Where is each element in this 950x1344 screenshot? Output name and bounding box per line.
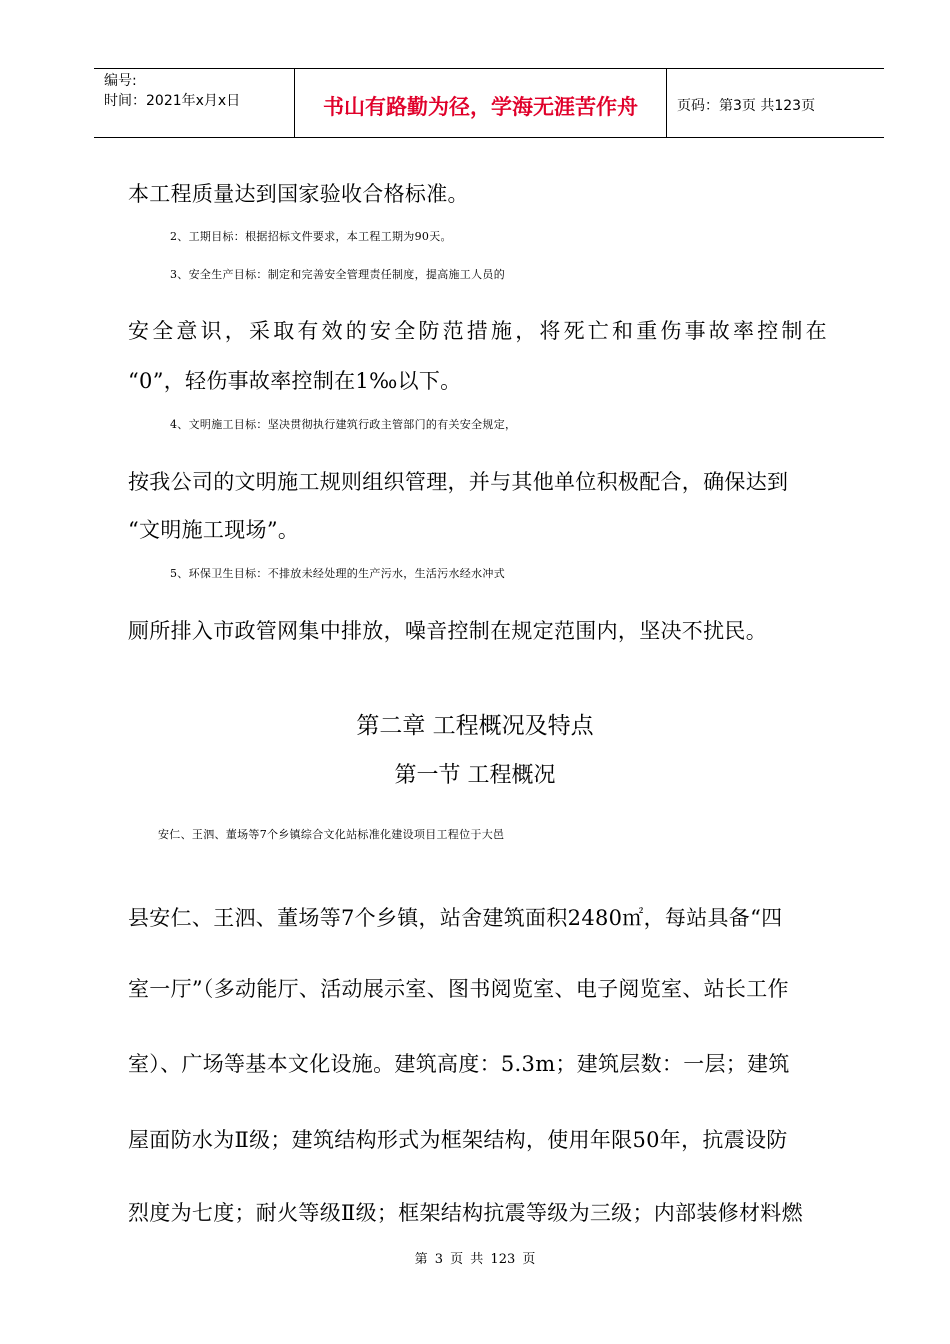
text-line: 室一厅”（多动能厅、活动展示室、图书阅览室、电子阅览室、站长工作 bbox=[128, 977, 789, 1001]
text-line: “文明施工现场”。 bbox=[128, 518, 300, 542]
page-code: 页码：第3页 共123页 bbox=[677, 98, 816, 114]
text-line: 屋面防水为Ⅱ级；建筑结构形式为框架结构，使用年限50年，抗震设防 bbox=[128, 1128, 788, 1152]
text-line: 安全意识，采取有效的安全防范措施，将死亡和重伤事故率控制在 bbox=[128, 319, 830, 343]
text-line: 县安仁、王泗、董场等7个乡镇，站舍建筑面积2480㎡，每站具备“四 bbox=[128, 906, 783, 930]
text-line: 按我公司的文明施工规则组织管理，并与其他单位积极配合，确保达到 bbox=[128, 470, 789, 494]
section-title: 第一节 工程概况 bbox=[394, 763, 556, 788]
text-line: 安仁、王泗、董场等7个乡镇综合文化站标准化建设项目工程位于大邑 bbox=[158, 828, 505, 841]
text-line: 室）、广场等基本文化设施。建筑高度：5.3m；建筑层数：一层；建筑 bbox=[128, 1052, 790, 1076]
code-label: 编号: bbox=[104, 73, 137, 89]
time-label: 时间：2021年x月x日 bbox=[104, 93, 241, 109]
header-page-cell bbox=[667, 69, 884, 137]
text-line: 厕所排入市政管网集中排放，噪音控制在规定范围内，坚决不扰民。 bbox=[128, 619, 767, 643]
text-line: 3、安全生产目标：制定和完善安全管理责任制度，提高施工人员的 bbox=[170, 268, 505, 281]
motto-text: 书山有路勤为径，学海无涯苦作舟 bbox=[323, 95, 638, 119]
text-line: 2、工期目标：根据招标文件要求，本工程工期为90天。 bbox=[170, 230, 452, 243]
text-line: 本工程质量达到国家验收合格标准。 bbox=[128, 182, 469, 206]
text-line: 烈度为七度；耐火等级Ⅱ级；框架结构抗震等级为三级；内部装修材料燃 bbox=[128, 1201, 803, 1225]
page-header bbox=[94, 68, 884, 138]
text-line: 4、文明施工目标：坚决贯彻执行建筑行政主管部门的有关安全规定， bbox=[170, 418, 517, 431]
text-line: 5、环保卫生目标：不排放未经处理的生产污水，生活污水经水冲式 bbox=[170, 567, 505, 580]
page-footer: 第 3 页 共 123 页 bbox=[414, 1252, 536, 1267]
text-line: “0”，轻伤事故率控制在1‰以下。 bbox=[128, 369, 462, 393]
header-meta-cell bbox=[94, 69, 295, 137]
header-motto-cell bbox=[295, 69, 667, 137]
chapter-title: 第二章 工程概况及特点 bbox=[356, 713, 594, 739]
